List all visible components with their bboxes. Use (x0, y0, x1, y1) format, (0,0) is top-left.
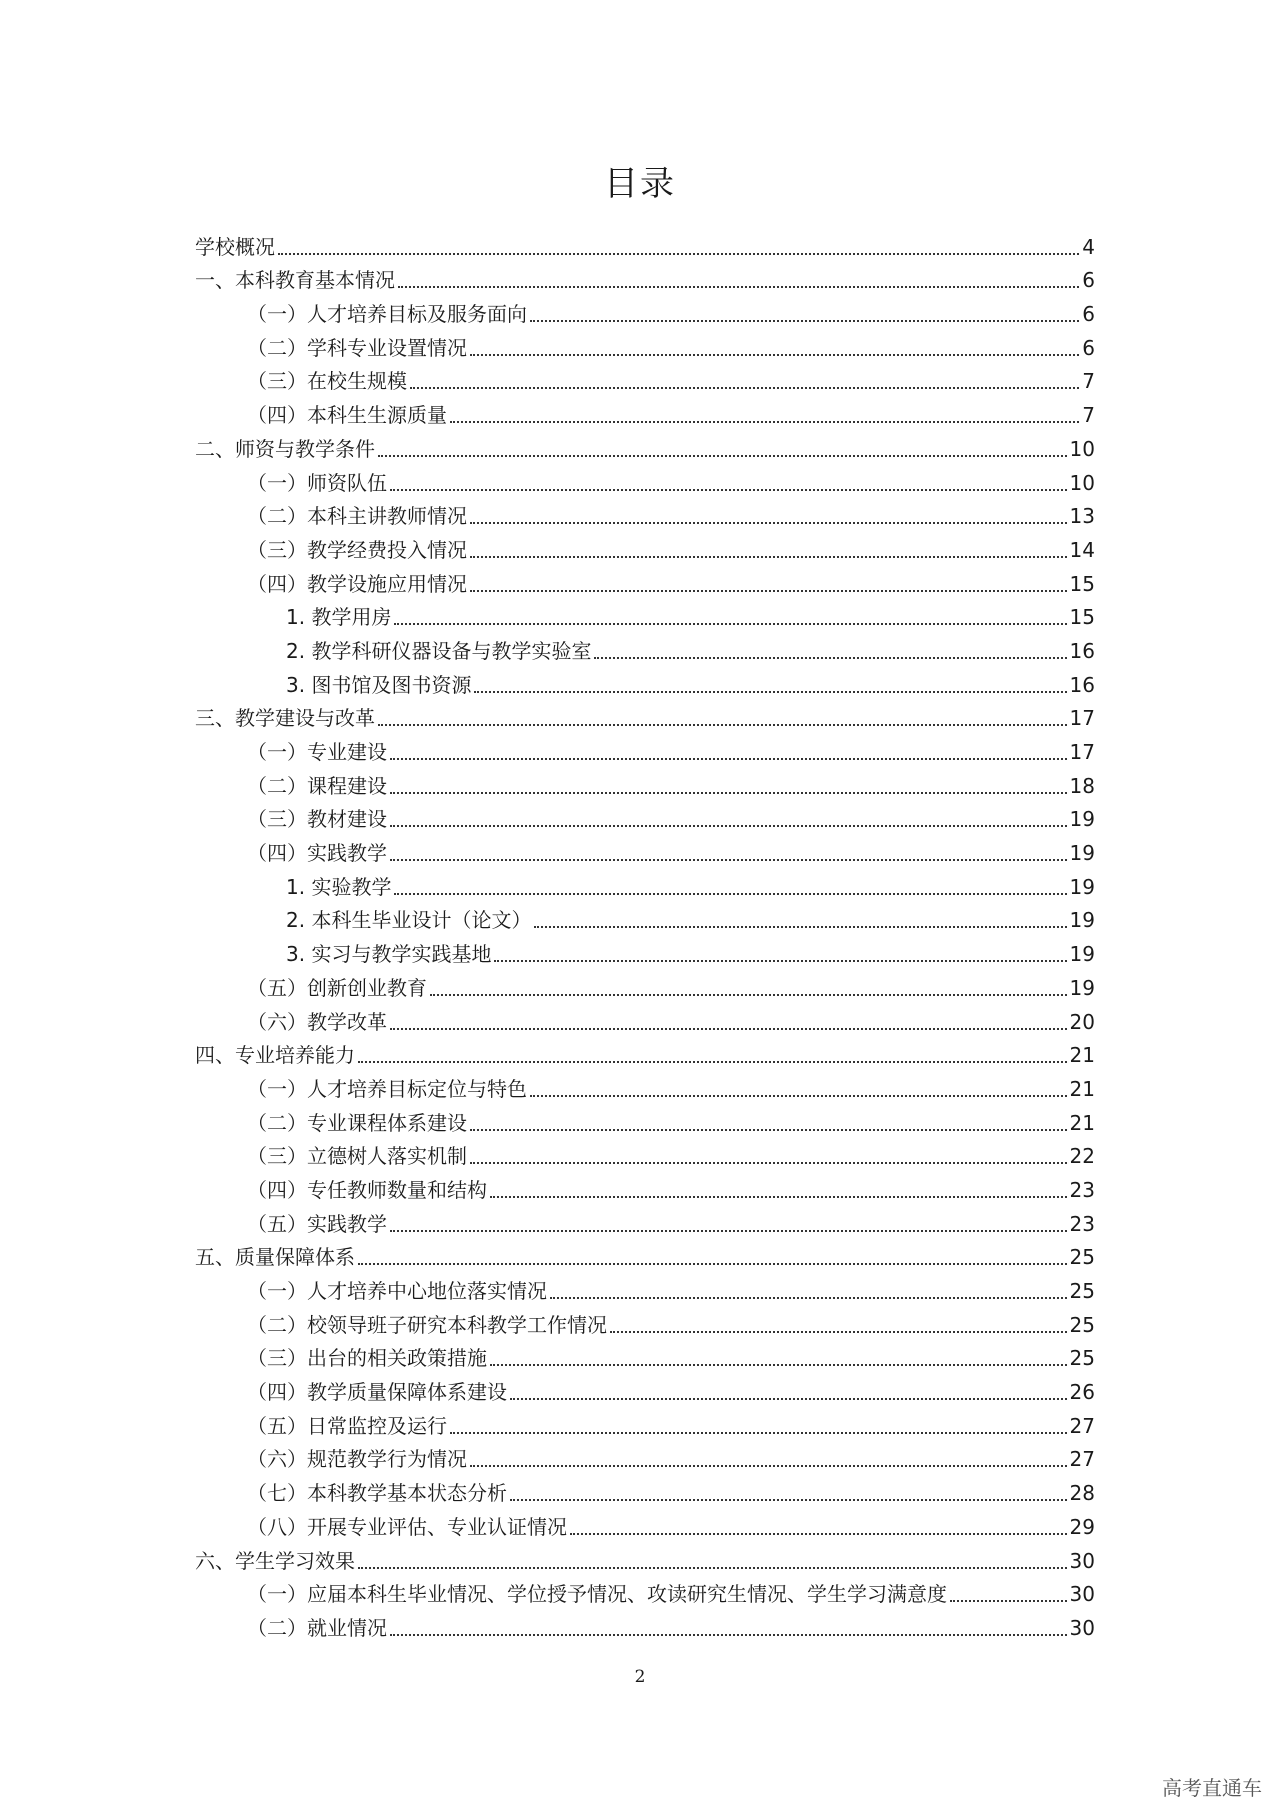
toc-entry[interactable] (195, 1102, 1095, 1136)
toc-entry-page: 27 (1069, 1447, 1095, 1472)
toc-entry[interactable] (195, 1304, 1095, 1338)
dot-leader (594, 657, 1066, 659)
dot-leader (490, 1196, 1067, 1198)
toc-entry-page: 19 (1069, 841, 1095, 866)
toc-entry-title: （三）在校生规模 (247, 369, 407, 394)
toc-entry-title: （二）专业课程体系建设 (247, 1110, 467, 1135)
page-title: 目录 (604, 164, 676, 204)
toc-entry[interactable] (195, 731, 1095, 765)
toc-entry-title: （四）实践教学 (247, 841, 387, 866)
dot-leader (390, 758, 1067, 760)
toc-entry-title: （七）本科教学基本状态分析 (247, 1481, 507, 1506)
toc-entry-page: 30 (1069, 1548, 1095, 1573)
dot-leader (390, 489, 1067, 491)
toc-entry[interactable] (195, 832, 1095, 866)
toc-entry-page: 25 (1069, 1346, 1095, 1371)
toc-entry[interactable] (195, 967, 1095, 1001)
toc-entry[interactable] (195, 1338, 1095, 1372)
toc-entry-title: （三）教学经费投入情况 (247, 537, 467, 562)
toc-entry-title: （二）本科主讲教师情况 (247, 504, 467, 529)
dot-leader (398, 286, 1079, 288)
dot-leader (358, 1263, 1067, 1265)
dot-leader (410, 387, 1079, 389)
toc-entry-title: 1. 实验教学 (286, 874, 392, 899)
toc-entry-page: 19 (1069, 874, 1095, 899)
toc-entry[interactable] (195, 1068, 1095, 1102)
toc-entry[interactable] (195, 361, 1095, 395)
dot-leader (358, 1061, 1067, 1063)
dot-leader (610, 1331, 1067, 1333)
toc-entry-title: （三）教材建设 (247, 807, 387, 832)
toc-entry[interactable] (195, 1405, 1095, 1439)
dot-leader (390, 1230, 1067, 1232)
toc-entry-title: 3. 图书馆及图书资源 (286, 672, 472, 697)
toc-entry-page: 21 (1069, 1043, 1095, 1068)
toc-entry[interactable] (195, 1607, 1095, 1641)
toc-entry[interactable] (195, 1439, 1095, 1473)
toc-entry-page: 19 (1069, 975, 1095, 1000)
toc-entry-title: （五）实践教学 (247, 1211, 387, 1236)
toc-entry[interactable] (195, 1540, 1095, 1574)
dot-leader (470, 556, 1067, 558)
toc-entry-title: 3. 实习与教学实践基地 (286, 942, 492, 967)
toc-entry[interactable] (195, 933, 1095, 967)
dot-leader (450, 421, 1079, 423)
toc-entry-page: 23 (1069, 1211, 1095, 1236)
dot-leader (390, 825, 1067, 827)
dot-leader (390, 1028, 1067, 1030)
toc-entry-page: 6 (1082, 302, 1095, 327)
toc-entry[interactable] (195, 226, 1095, 260)
toc-entry-title: 六、学生学习效果 (195, 1548, 355, 1573)
toc-entry-page: 6 (1082, 335, 1095, 360)
dot-leader (470, 1465, 1067, 1467)
toc-entry-page: 20 (1069, 1009, 1095, 1034)
toc-entry[interactable] (195, 1035, 1095, 1069)
toc-entry[interactable] (195, 1203, 1095, 1237)
toc-entry[interactable] (195, 900, 1095, 934)
toc-entry[interactable] (195, 1472, 1095, 1506)
dot-leader (390, 1634, 1067, 1636)
toc-entry-title: （一）人才培养目标定位与特色 (247, 1076, 527, 1101)
toc-entry-page: 7 (1082, 403, 1095, 428)
toc-entry-page: 23 (1069, 1177, 1095, 1202)
toc-entry-title: （四）专任教师数量和结构 (247, 1177, 487, 1202)
dot-leader (510, 1398, 1067, 1400)
dot-leader (470, 354, 1079, 356)
toc-entry-page: 6 (1082, 268, 1095, 293)
toc-entry-page: 10 (1069, 436, 1095, 461)
toc-entry-page: 25 (1069, 1312, 1095, 1337)
toc-entry-page: 30 (1069, 1615, 1095, 1640)
toc-entry[interactable] (195, 1270, 1095, 1304)
dot-leader (474, 691, 1066, 693)
dot-leader (530, 1095, 1067, 1097)
toc-entry-page: 25 (1069, 1245, 1095, 1270)
toc-entry-title: 一、本科教育基本情况 (195, 268, 395, 293)
toc-entry-page: 17 (1069, 740, 1095, 764)
page-number: 2 (634, 1667, 646, 1687)
toc-entry-title: （一）师资队伍 (247, 470, 387, 495)
toc-entry[interactable] (195, 1237, 1095, 1271)
toc-entry-title: （四）教学质量保障体系建设 (247, 1380, 507, 1405)
toc-entry-title: 五、质量保障体系 (195, 1245, 355, 1270)
toc-entry[interactable] (195, 1574, 1095, 1608)
toc-entry-page: 28 (1069, 1481, 1095, 1506)
toc-entry-title: （一）人才培养中心地位落实情况 (247, 1279, 547, 1303)
toc-entry-page: 18 (1069, 773, 1095, 798)
toc-entry-title: （四）本科生生源质量 (247, 403, 447, 428)
toc-entry-title: （二）课程建设 (247, 773, 387, 798)
toc-entry-page: 30 (1069, 1582, 1095, 1607)
toc-entry-page: 7 (1082, 369, 1095, 394)
toc-entry-title: （二）就业情况 (247, 1615, 387, 1640)
toc-entry-page: 29 (1069, 1514, 1095, 1539)
toc-entry-page: 25 (1069, 1279, 1095, 1303)
toc-entry[interactable] (195, 462, 1095, 496)
toc-entry[interactable] (195, 630, 1095, 664)
toc-entry[interactable] (195, 1001, 1095, 1035)
toc-entry[interactable] (195, 1506, 1095, 1540)
toc-entry[interactable] (195, 496, 1095, 530)
toc-entry-title: 1. 教学用房 (286, 605, 392, 630)
toc-entry-title: （八）开展专业评估、专业认证情况 (247, 1514, 567, 1539)
dot-leader (494, 960, 1066, 962)
dot-leader (378, 455, 1067, 457)
toc-entry-title: 学校概况 (195, 234, 275, 259)
toc-entry-title: （四）教学设施应用情况 (247, 571, 467, 596)
toc-entry-page: 15 (1069, 571, 1095, 596)
dot-leader (950, 1600, 1067, 1602)
dot-leader (394, 623, 1066, 625)
dot-leader (470, 1162, 1067, 1164)
dot-leader (278, 253, 1079, 255)
dot-leader (390, 859, 1067, 861)
toc-entry-title: （一）人才培养目标及服务面向 (247, 302, 527, 327)
toc-entry[interactable] (195, 1371, 1095, 1405)
toc-entry-page: 10 (1069, 470, 1095, 495)
toc-entry-page: 13 (1069, 504, 1095, 529)
toc-entry-page: 15 (1069, 605, 1095, 630)
dot-leader (534, 926, 1066, 928)
toc-entry-page: 19 (1069, 807, 1095, 832)
dot-leader (390, 792, 1067, 794)
toc-entry-title: （六）规范教学行为情况 (247, 1447, 467, 1472)
dot-leader (490, 1364, 1067, 1366)
dot-leader (430, 994, 1067, 996)
toc-entry-page: 14 (1069, 537, 1095, 562)
toc-entry[interactable] (195, 327, 1095, 361)
toc-entry-title: 二、师资与教学条件 (195, 436, 375, 461)
toc-entry-title: 四、专业培养能力 (195, 1043, 355, 1068)
dot-leader (530, 320, 1079, 322)
toc-entry-title: （一）专业建设 (247, 740, 387, 764)
dot-leader (570, 1533, 1067, 1535)
dot-leader (470, 1129, 1067, 1131)
toc-entry-title: （三）出台的相关政策措施 (247, 1346, 487, 1371)
dot-leader (550, 1297, 1067, 1299)
dot-leader (470, 522, 1067, 524)
watermark: 高考直通车 (1162, 1776, 1262, 1800)
toc-entry-title: （五）日常监控及运行 (247, 1413, 447, 1438)
toc-entry[interactable] (195, 563, 1095, 597)
toc-entry[interactable] (195, 260, 1095, 294)
toc-entry[interactable] (195, 664, 1095, 698)
dot-leader (378, 724, 1067, 726)
toc-entry-page: 4 (1082, 234, 1095, 259)
toc-entry-page: 21 (1069, 1110, 1095, 1135)
toc-entry-title: 2. 教学科研仪器设备与教学实验室 (286, 638, 592, 663)
toc-entry[interactable] (195, 866, 1095, 900)
toc-entry[interactable] (195, 1136, 1095, 1170)
toc-entry-title: （一）应届本科生毕业情况、学位授予情况、攻读研究生情况、学生学习满意度 (247, 1582, 947, 1607)
toc-entry[interactable] (195, 698, 1095, 732)
toc-entry[interactable] (195, 765, 1095, 799)
toc-entry[interactable] (195, 428, 1095, 462)
dot-leader (470, 590, 1067, 592)
toc-entry-page: 22 (1069, 1144, 1095, 1169)
toc-entry-page: 21 (1069, 1076, 1095, 1101)
toc-entry-page: 19 (1069, 942, 1095, 967)
toc-entry-title: （六）教学改革 (247, 1009, 387, 1034)
toc-entry-page: 27 (1069, 1413, 1095, 1438)
dot-leader (358, 1567, 1067, 1569)
dot-leader (450, 1432, 1067, 1434)
toc-entry[interactable] (195, 597, 1095, 631)
toc-entry-page: 17 (1069, 706, 1095, 731)
dot-leader (510, 1499, 1067, 1501)
toc-entry-title: （二）校领导班子研究本科教学工作情况 (247, 1312, 607, 1337)
toc-entry-page: 16 (1069, 638, 1095, 663)
table-of-contents (195, 226, 1095, 1641)
toc-entry[interactable] (195, 293, 1095, 327)
toc-entry-title: （五）创新创业教育 (247, 975, 427, 1000)
toc-entry[interactable] (195, 394, 1095, 428)
toc-entry-page: 16 (1069, 672, 1095, 697)
toc-entry-page: 19 (1069, 908, 1095, 933)
toc-entry-title: （二）学科专业设置情况 (247, 335, 467, 360)
toc-entry[interactable] (195, 529, 1095, 563)
toc-entry-page: 26 (1069, 1380, 1095, 1405)
toc-entry-title: 三、教学建设与改革 (195, 706, 375, 731)
toc-entry-title: （三）立德树人落实机制 (247, 1144, 467, 1169)
toc-entry[interactable] (195, 799, 1095, 833)
toc-entry[interactable] (195, 1169, 1095, 1203)
dot-leader (394, 893, 1066, 895)
toc-entry-title: 2. 本科生毕业设计（论文） (286, 908, 532, 933)
